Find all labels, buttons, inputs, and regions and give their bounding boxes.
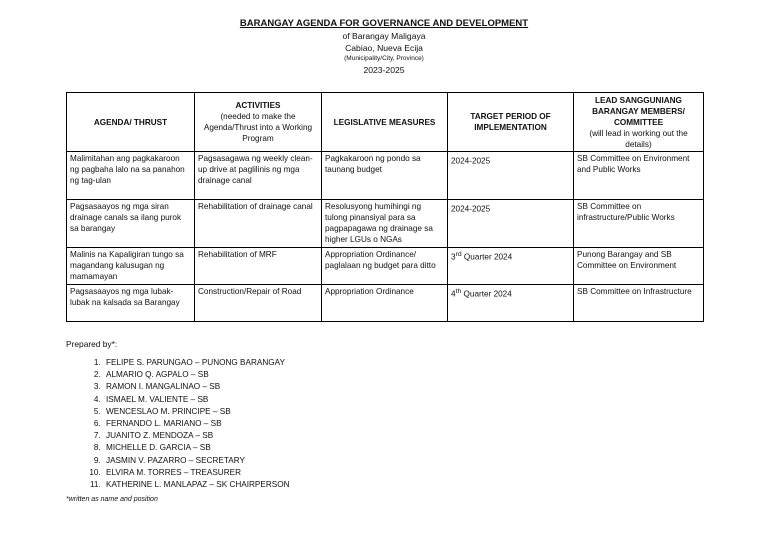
lead-cell: SB Committee on Environment and Public Works xyxy=(574,152,704,200)
signatory-list xyxy=(86,357,290,491)
signatory-item: 5. WENCESLAO M. PRINCIPE – SB xyxy=(103,406,290,418)
table-row xyxy=(67,248,704,285)
document-header xyxy=(0,18,768,76)
signatory-item: 10. ELVIRA M. TORRES – TREASURER xyxy=(103,467,290,479)
table-row xyxy=(67,152,704,200)
target-cell: 3rd Quarter 2024 xyxy=(448,248,574,285)
document-title: BARANGAY AGENDA FOR GOVERNANCE AND DEVELOPMENT xyxy=(239,18,529,29)
legislative-cell: Pagkakaroon ng pondo sa taunang budget xyxy=(322,152,448,200)
table-row xyxy=(67,200,704,248)
agenda-table xyxy=(66,92,704,322)
activities-cell: Rehabilitation of drainage canal xyxy=(195,200,322,248)
activities-cell: Construction/Repair of Road xyxy=(195,285,322,322)
col-activities-header: ACTIVITIES (needed to make the Agenda/Thrust into a Working Program xyxy=(195,93,322,152)
activities-cell: Pagsasagawa ng weekly clean-up drive at paglilinis ng mga drainage canal xyxy=(195,152,322,200)
lead-cell: Punong Barangay and SB Committee on Environment xyxy=(574,248,704,285)
footnote: *written as name and position xyxy=(66,496,158,503)
period: 2023-2025 xyxy=(363,65,405,75)
legislative-cell: Appropriation Ordinance/ paglalaan ng budget para ditto xyxy=(322,248,448,285)
prepared-by-label: Prepared by*: xyxy=(66,339,118,349)
location-hint: (Municipality/City, Province) xyxy=(344,55,424,62)
signatory-item: 9. JASMIN V. PAZARRO – SECRETARY xyxy=(103,455,290,467)
agenda-cell: Pagsasaayos ng mga siran drainage canals sa ilang purok sa barangay xyxy=(67,200,195,248)
signatory-item: 7. JUANITO Z. MENDOZA – SB xyxy=(103,430,290,442)
signatory-item: 2. ALMARIO Q. AGPALO – SB xyxy=(103,369,290,381)
location: Cabiao, Nueva Ecija xyxy=(345,43,423,53)
agenda-cell: Pagsasaayos ng mga lubak-lubak na kalsada sa Barangay xyxy=(67,285,195,322)
col-legislative-header: LEGISLATIVE MEASURES xyxy=(322,93,448,152)
target-cell: 2024-2025 xyxy=(448,152,574,200)
col-target-header: TARGET PERIOD OF IMPLEMENTATION xyxy=(448,93,574,152)
table-row xyxy=(67,285,704,322)
legislative-cell: Resolusyong humihingi ng tulong pinansiyal para sa pagpapagawa ng drainage sa higher LGUs o NGAs xyxy=(322,200,448,248)
agenda-cell: Malinis na Kapaligiran tungo sa magandang kalusugan ng mamamayan xyxy=(67,248,195,285)
target-cell: 4th Quarter 2024 xyxy=(448,285,574,322)
lead-cell: SB Committee on infrastructure/Public Works xyxy=(574,200,704,248)
signatory-item: 8. MICHELLE D. GARCIA – SB xyxy=(103,442,290,454)
lead-cell: SB Committee on Infrastructure xyxy=(574,285,704,322)
col-agenda-header: AGENDA/ THRUST xyxy=(67,93,195,152)
signatory-item: 3. RAMON I. MANGALINAO – SB xyxy=(103,381,290,393)
barangay-name: of Barangay Maligaya xyxy=(342,31,426,41)
activities-cell: Rehabilitation of MRF xyxy=(195,248,322,285)
signatory-item: 1. FELIPE S. PARUNGAO – PUNONG BARANGAY xyxy=(103,357,290,369)
signatory-item: 6. FERNANDO L. MARIANO – SB xyxy=(103,418,290,430)
legislative-cell: Appropriation Ordinance xyxy=(322,285,448,322)
signatory-item: 11. KATHERINE L. MANLAPAZ – SK CHAIRPERSON xyxy=(103,479,290,491)
signatory-item: 4. ISMAEL M. VALIENTE – SB xyxy=(103,394,290,406)
target-cell: 2024-2025 xyxy=(448,200,574,248)
col-lead-header: LEAD SANGGUNIANG BARANGAY MEMBERS/ COMMITTEE (will lead in working out the details) xyxy=(574,93,704,152)
agenda-cell: Malimitahan ang pagkakaroon ng pagbaha lalo na sa panahon ng tag-ulan xyxy=(67,152,195,200)
table-header-row xyxy=(67,93,704,152)
